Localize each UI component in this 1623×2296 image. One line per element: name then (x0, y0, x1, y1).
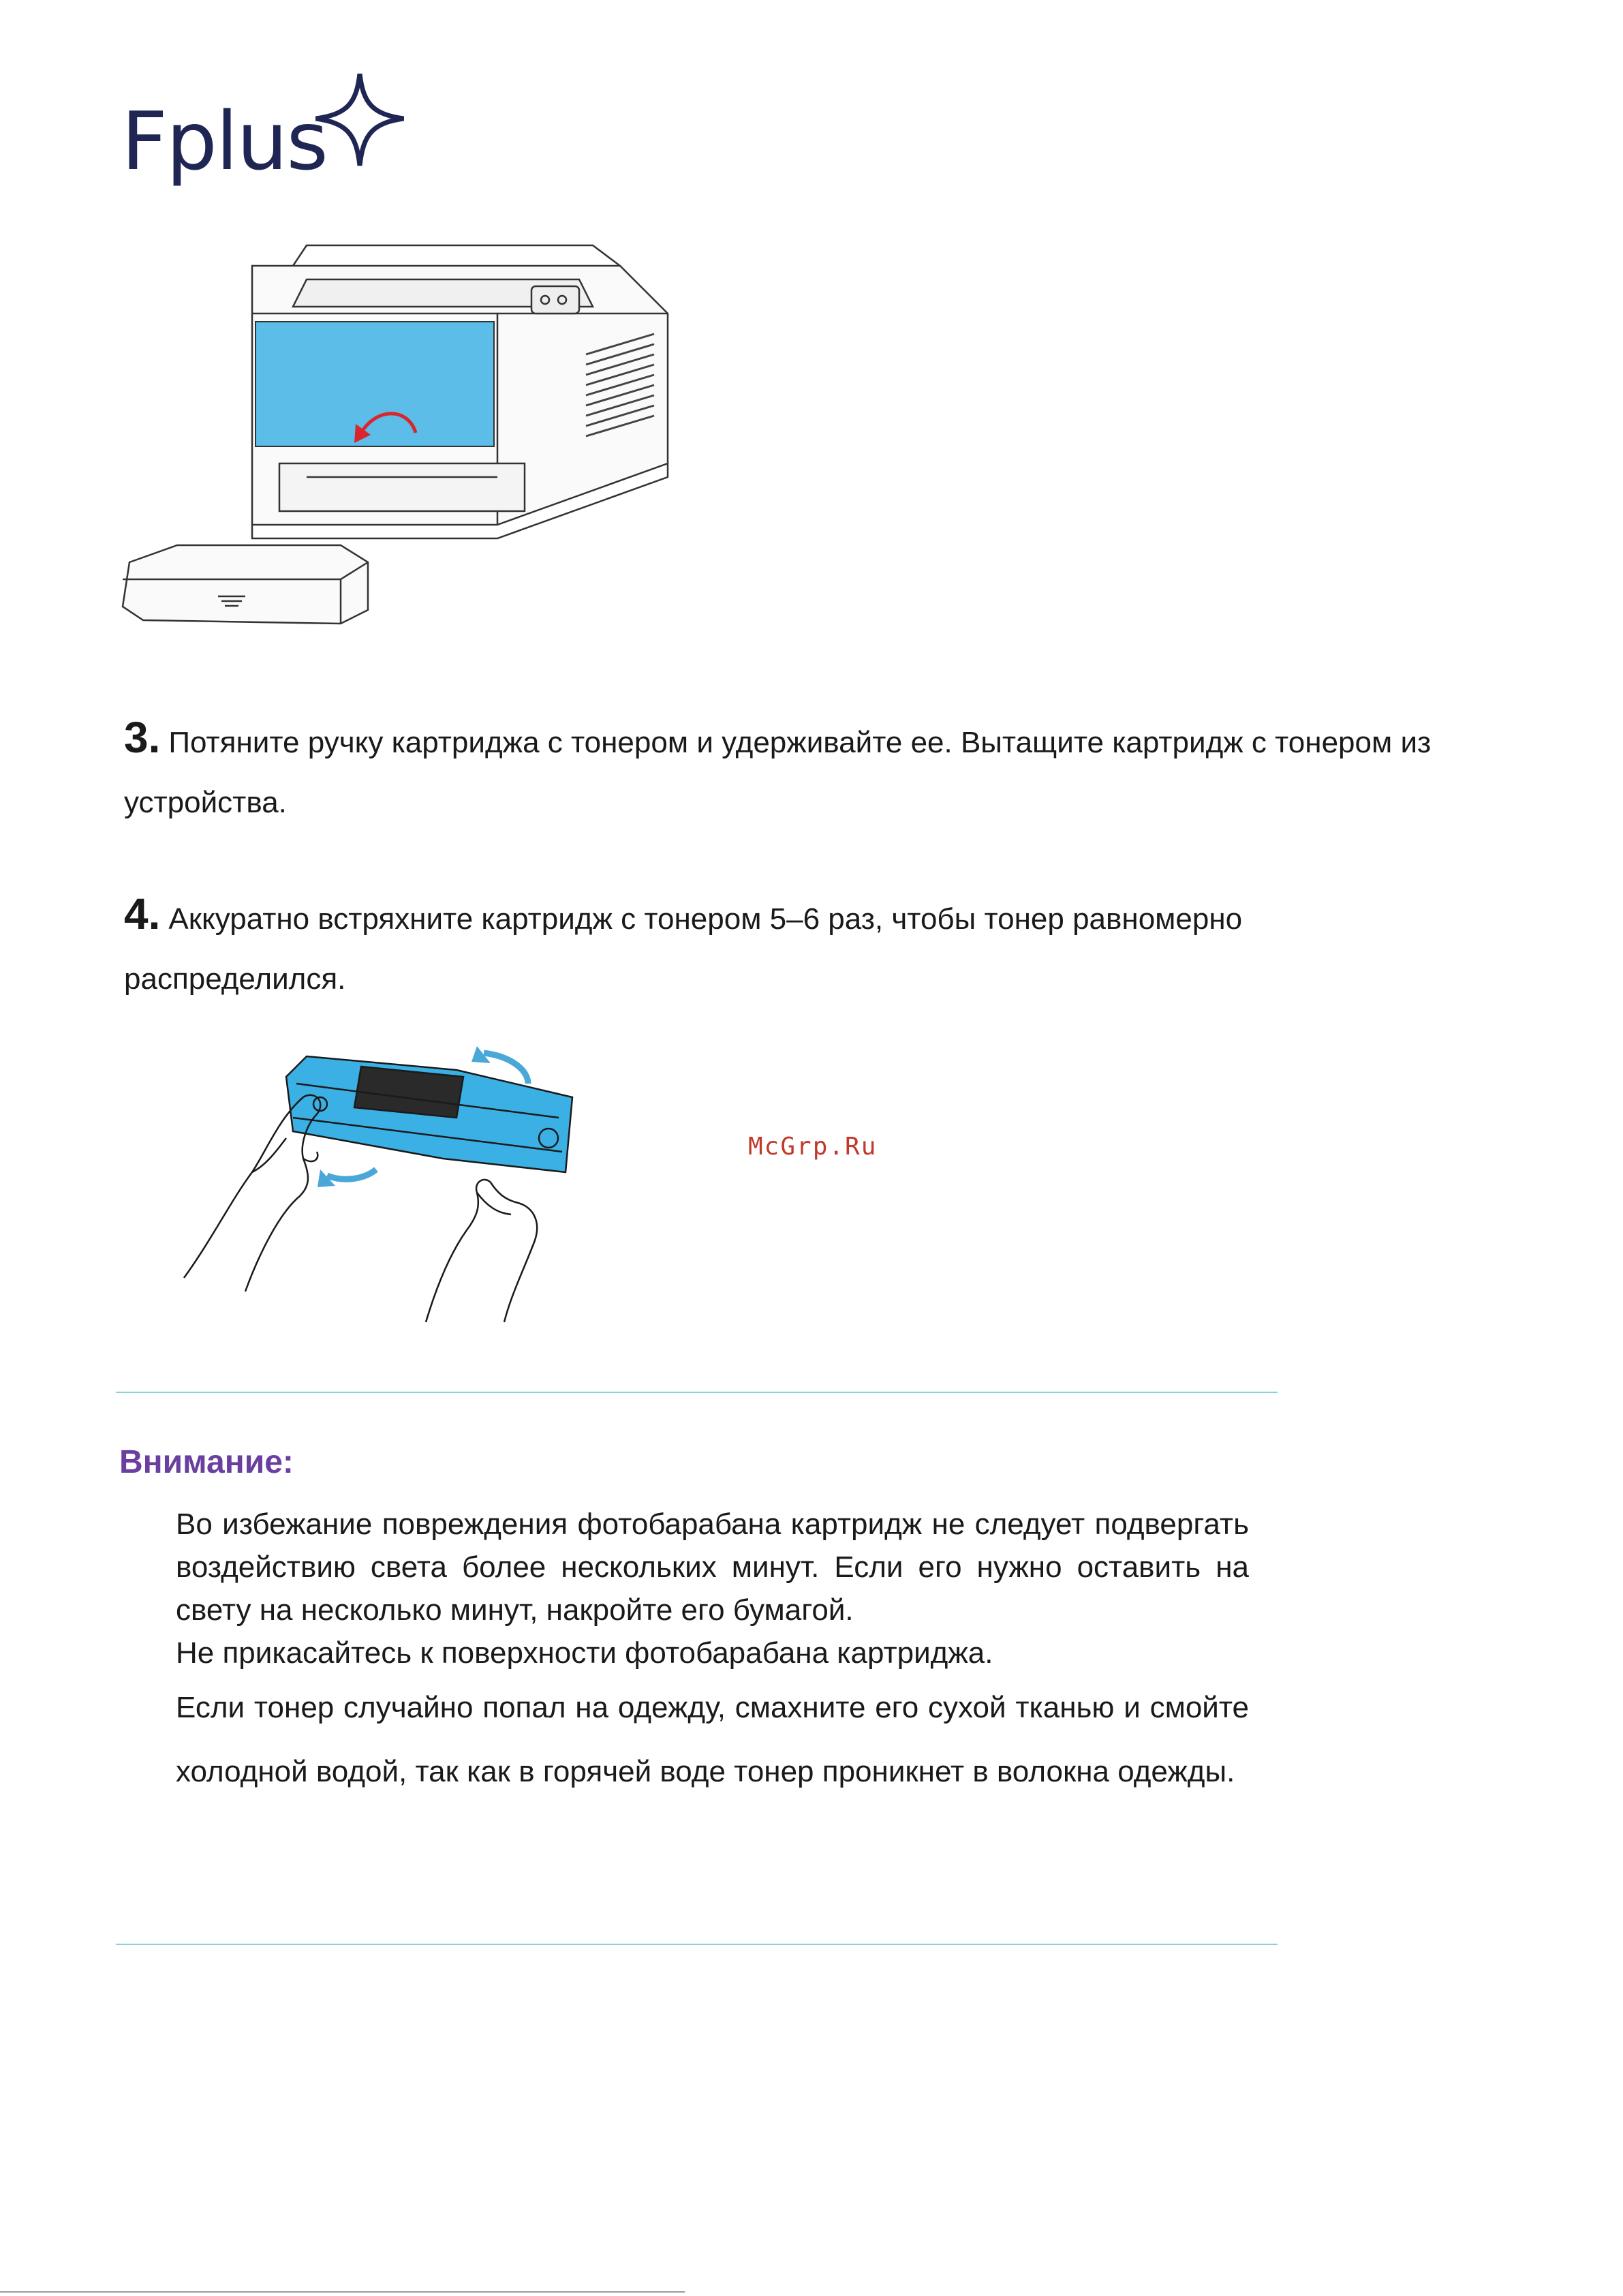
warning-paragraph: Если тонер случайно попал на одежду, смахните его сухой тканью и смойте холодной водой, так как в горячей воде тонер проникнет в волокна одежды. (176, 1691, 1249, 1788)
brand-logo (121, 74, 407, 203)
warning-paragraph: Не прикасайтесь к поверхности фотобарабана картриджа. (176, 1636, 993, 1670)
warning-paragraph: Во избежание повреждения фотобарабана картридж не следует подвергать воздействию света более нескольких минут. Если его нужно оставить на свету на несколько минут, накройте его бумагой. (176, 1507, 1249, 1627)
step-text: Потяните ручку картриджа с тонером и удерживайте ее. Вытащите картридж с тонером из устройства. (124, 726, 1432, 819)
brand-logo-text: Fplus (121, 94, 327, 188)
divider-bottom (116, 1944, 1278, 1945)
step-number: 3. (124, 713, 161, 762)
step-number: 4. (124, 889, 161, 938)
sparkle-star-icon (315, 74, 404, 169)
printer-open-door-illustration (116, 239, 681, 661)
footer-line (0, 2291, 685, 2293)
step-text: Аккуратно встряхните картридж с тонером 5–6 раз, чтобы тонер равномерно распределился. (124, 902, 1243, 996)
instruction-step-4 (124, 884, 1459, 1009)
warning-body (176, 1503, 1249, 1804)
warning-title: Внимание: (119, 1444, 294, 1480)
toner-shaking-illustration (157, 1036, 593, 1329)
instruction-step-3 (124, 707, 1459, 833)
divider-top (116, 1392, 1278, 1393)
watermark-text: McGrp.Ru (748, 1133, 878, 1161)
